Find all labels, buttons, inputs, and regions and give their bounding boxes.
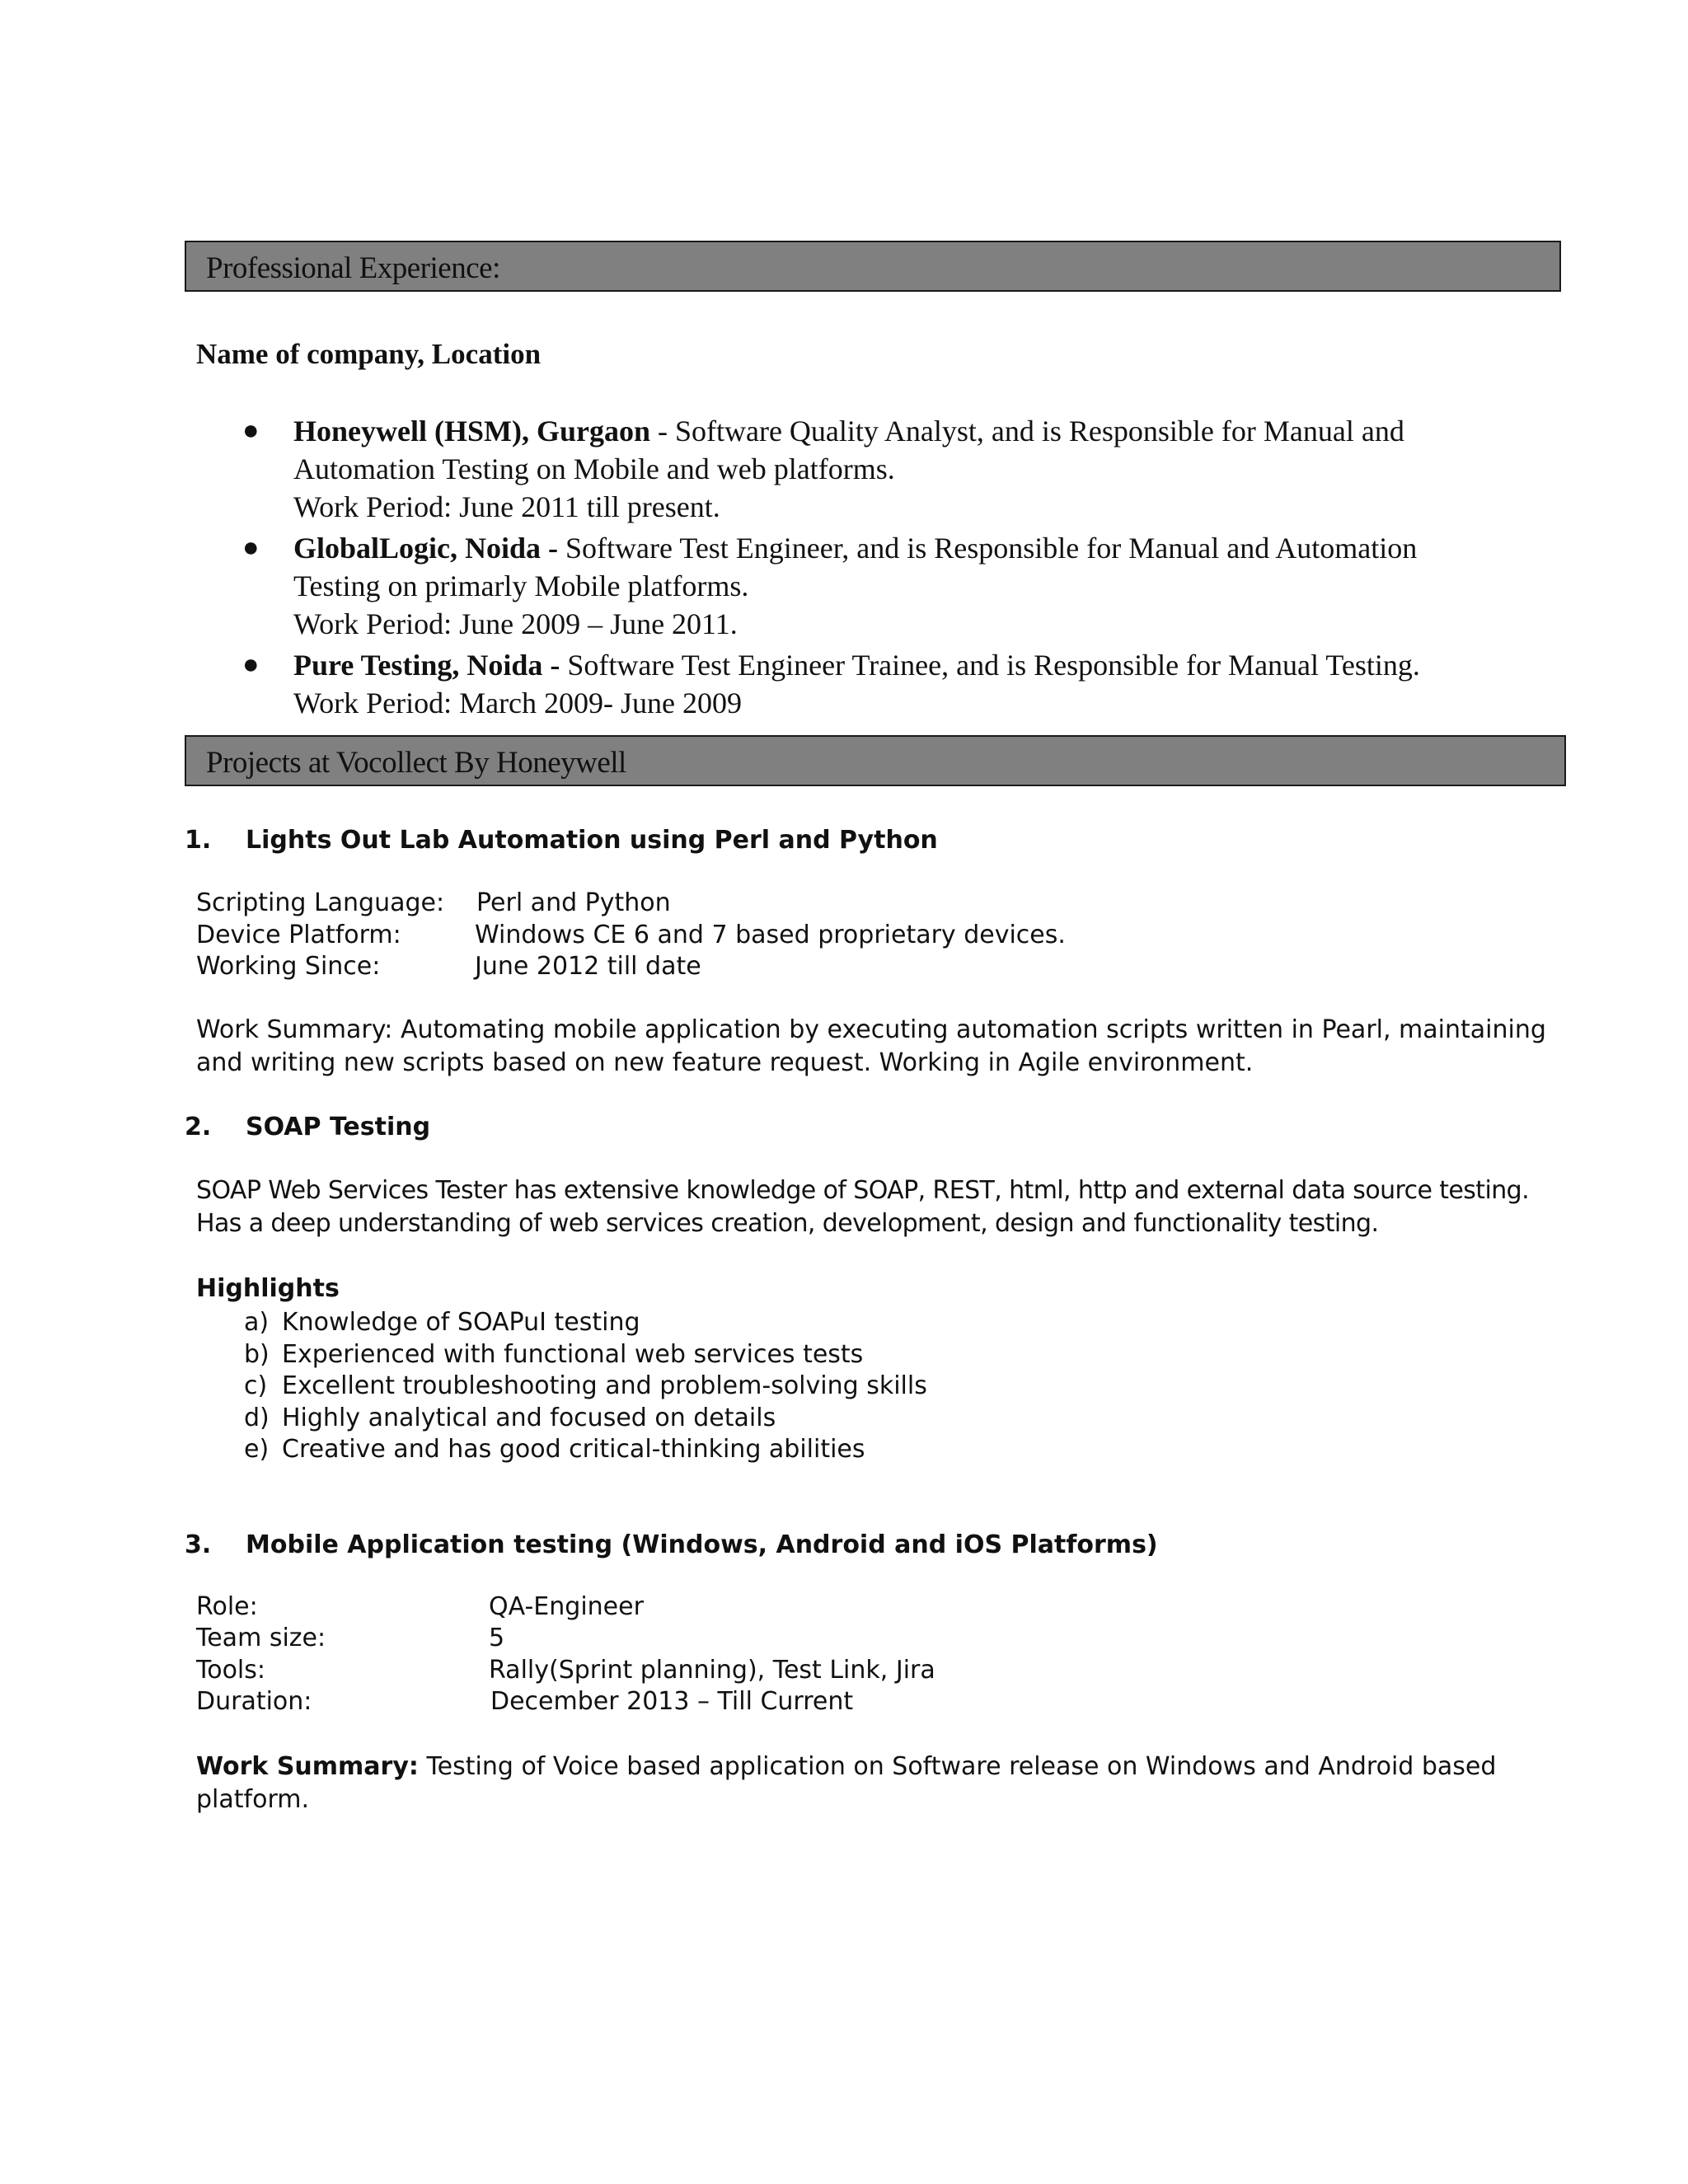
project-title-2 [185, 1113, 430, 1141]
role-description-cont: Automation Testing on Mobile and web platforms. [293, 452, 895, 485]
work-period: Work Period: June 2011 till present. [293, 490, 720, 523]
project-title-text: Lights Out Lab Automation using Perl and Python [246, 826, 938, 855]
highlight-item [244, 1371, 927, 1403]
role-description-cont: Testing on primarly Mobile platforms. [293, 569, 749, 602]
project-title-text: Mobile Application testing (Windows, Android and iOS Platforms) [246, 1530, 1158, 1559]
field-row [196, 888, 671, 917]
field-value: December 2013 – Till Current [490, 1687, 854, 1716]
field-label: Device Platform: [196, 921, 401, 949]
work-period: Work Period: March 2009- June 2009 [293, 687, 743, 719]
section-header-label: Professional Experience: [206, 251, 500, 285]
section-header-label: Projects at Vocollect By Honeywell [206, 746, 626, 780]
description-line: Has a deep understanding of web services creation, development, design and functionality testing. [196, 1209, 1379, 1238]
highlight-text: Creative and has good critical-thinking abilities [282, 1435, 865, 1464]
field-value: June 2012 till date [475, 952, 701, 981]
summary-line: platform. [196, 1785, 310, 1814]
field-row [196, 1592, 644, 1621]
highlights-heading: Highlights [196, 1274, 340, 1303]
highlight-text: Excellent troubleshooting and problem-solving skills [282, 1371, 927, 1400]
highlights-list [244, 1307, 927, 1466]
project-number: 3. [185, 1530, 212, 1559]
project-number: 2. [185, 1113, 212, 1141]
project-title-1 [185, 826, 938, 855]
highlight-text: Highly analytical and focused on details [282, 1403, 776, 1432]
company-location-heading: Name of company, Location [196, 338, 542, 370]
field-value: 5 [489, 1624, 505, 1652]
list-marker: a) [244, 1308, 270, 1337]
field-label: Tools: [196, 1656, 266, 1685]
company-name: GlobalLogic, Noida - [293, 532, 559, 565]
work-summary-1 [196, 1014, 1581, 1080]
field-row [196, 1687, 854, 1716]
field-row [196, 1656, 935, 1685]
highlight-item [244, 1339, 927, 1371]
role-description: - Software Quality Analyst, and is Responsible for Manual and [649, 415, 1404, 448]
list-marker: d) [244, 1403, 270, 1432]
highlight-item [244, 1307, 927, 1339]
bullet-icon: ● [242, 532, 260, 563]
experience-item-pure-testing [239, 646, 1558, 722]
highlight-text: Experienced with functional web services tests [282, 1339, 864, 1369]
field-label: Working Since: [196, 952, 381, 981]
field-label: Role: [196, 1592, 258, 1621]
soap-description [196, 1174, 1581, 1240]
description-line: SOAP Web Services Tester has extensive knowledge of SOAP, REST, html, http and external data source testing. [196, 1176, 1530, 1205]
field-value: Rally(Sprint planning), Test Link, Jira [489, 1656, 935, 1685]
summary-line: Work Summary: Automating mobile application by executing automation scripts written in Pearl, maintaining [196, 1015, 1546, 1044]
field-value: Perl and Python [476, 888, 671, 917]
experience-item-honeywell [239, 412, 1558, 526]
section-header-projects [185, 735, 1566, 786]
field-label: Team size: [196, 1624, 326, 1652]
highlight-item [244, 1434, 927, 1466]
role-description: Software Test Engineer, and is Responsible for Manual and Automation [558, 532, 1418, 565]
bullet-icon: ● [242, 649, 260, 680]
experience-item-globallogic [239, 529, 1558, 643]
list-marker: c) [244, 1371, 268, 1400]
list-marker: e) [244, 1435, 270, 1464]
highlight-item [244, 1403, 927, 1435]
field-label: Duration: [196, 1687, 312, 1716]
field-value: Windows CE 6 and 7 based proprietary devices. [475, 921, 1066, 949]
bullet-icon: ● [242, 415, 260, 446]
summary-line: and writing new scripts based on new feature request. Working in Agile environment. [196, 1048, 1254, 1077]
project-number: 1. [185, 826, 212, 855]
field-row [196, 1624, 505, 1652]
field-value: QA-Engineer [489, 1592, 644, 1621]
project-title-text: SOAP Testing [246, 1113, 431, 1141]
role-description: Software Test Engineer Trainee, and is Responsible for Manual Testing. [560, 649, 1420, 682]
work-period: Work Period: June 2009 – June 2011. [293, 607, 738, 640]
highlight-text: Knowledge of SOAPuI testing [282, 1308, 640, 1337]
company-name: Honeywell (HSM), Gurgaon [293, 415, 650, 448]
summary-text: Testing of Voice based application on Software release on Windows and Android based [418, 1752, 1497, 1781]
section-header-professional-experience [185, 241, 1561, 292]
list-marker: b) [244, 1339, 270, 1369]
field-row [196, 952, 701, 981]
experience-list [239, 412, 1558, 722]
field-label: Scripting Language: [196, 888, 445, 917]
summary-label: Work Summary: [196, 1752, 419, 1781]
project-title-3 [185, 1530, 1158, 1559]
field-row [196, 921, 1066, 949]
company-name: Pure Testing, Noida - [293, 649, 560, 682]
work-summary-3 [196, 1750, 1581, 1816]
